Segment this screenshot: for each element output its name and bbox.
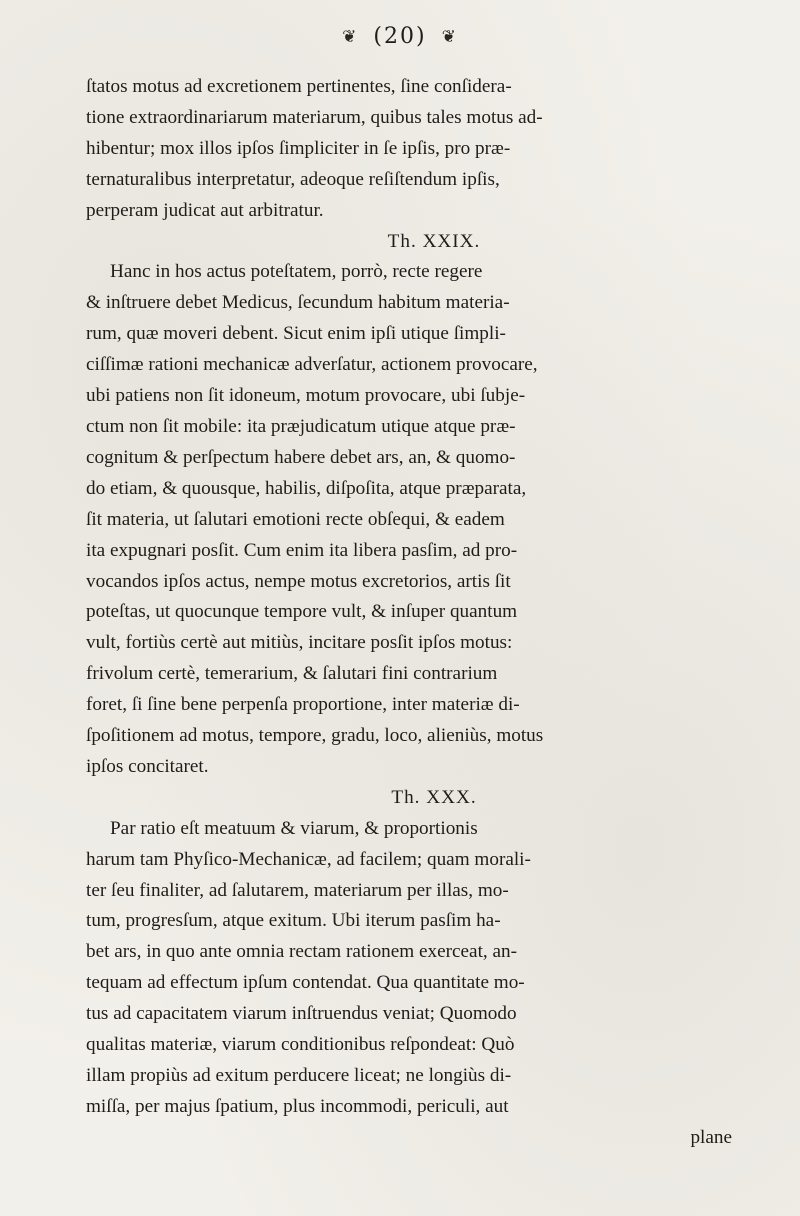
text-line: rum, quæ moveri debent. Sicut enim ipſi utique ſimpli- (86, 323, 506, 345)
text-line: ſit materia, ut ſalutari emotioni recte obſequi, & eadem (86, 508, 505, 530)
text-line: foret, ſi ſine bene perpenſa proportione, inter materiæ di- (86, 694, 520, 716)
text-line: ctum non ſit mobile: ita præjudicatum utique atque præ- (86, 415, 516, 437)
text-line: hibentur; mox illos ipſos ſimpliciter in ſe ipſis, pro præ- (86, 137, 511, 159)
catchword: plane (690, 1126, 732, 1148)
text-line: ſpoſitionem ad motus, tempore, gradu, loco, alieniùs, motus (86, 725, 544, 747)
text-line: ter ſeu finaliter, ad ſalutarem, materiarum per illas, mo- (86, 879, 509, 901)
text-line: tequam ad effectum ipſum contendat. Qua quantitate mo- (86, 972, 525, 994)
body-text (86, 72, 742, 1154)
text-line: ſtatos motus ad excretionem pertinentes, ſine conſidera- (86, 76, 512, 97)
text-line: poteſtas, ut quocunque tempore vult, & inſuper quantum (86, 601, 518, 623)
text-line: vocandos ipſos actus, nempe motus excretorios, artis ſit (86, 570, 511, 592)
page-header (0, 24, 800, 49)
ornament-left-icon: ❦ (342, 27, 359, 47)
text-line: Hanc in hos actus poteſtatem, porrò, recte regere (110, 261, 483, 283)
text-line: qualitas materiæ, viarum conditionibus reſpondeat: Quò (86, 1034, 515, 1056)
text-line: Par ratio eſt meatuum & viarum, & proportionis (110, 817, 478, 839)
text-line: & inſtruere debet Medicus, ſecundum habitum materia- (86, 292, 510, 314)
text-line: do etiam, & quousque, habilis, diſpoſita, atque præparata, (86, 477, 527, 499)
text-line: bet ars, in quo ante omnia rectam rationem exerceat, an- (86, 941, 517, 963)
text-line: harum tam Phyſico-Mechanicæ, ad facilem; quam morali- (86, 848, 531, 870)
thesis-heading: Th. XXX. (391, 786, 477, 808)
text-line: ciſſimæ rationi mechanicæ adverſatur, actionem provocare, (86, 354, 538, 376)
text-line: tione extraordinariarum materiarum, quibus tales motus ad- (86, 106, 543, 128)
text-line: perperam judicat aut arbitratur. (86, 199, 324, 221)
text-line: tum, progresſum, atque exitum. Ubi iterum pasſim ha- (86, 910, 501, 932)
text-line: ipſos concitaret. (86, 755, 209, 777)
text-line: tus ad capacitatem viarum inſtruendus veniat; Quomodo (86, 1003, 517, 1025)
text-line: frivolum certè, temerarium, & ſalutari fini contrarium (86, 663, 498, 685)
ornament-right-icon: ❦ (441, 27, 458, 47)
page-number: (20) (373, 24, 427, 49)
text-line: cognitum & perſpectum habere debet ars, an, & quomo- (86, 446, 516, 468)
text-line: ubi patiens non ſit idoneum, motum provocare, ubi ſubje- (86, 385, 526, 407)
text-line: ternaturalibus interpretatur, adeoque reſiſtendum ipſis, (86, 168, 500, 190)
text-line: illam propiùs ad exitum perducere liceat; ne longiùs di- (86, 1065, 512, 1086)
text-line: vult, fortiùs certè aut mitiùs, incitare posſit ipſos motus: (86, 632, 513, 654)
text-line: miſſa, per majus ſpatium, plus incommodi, periculi, aut (86, 1095, 509, 1117)
text-line: ita expugnari posſit. Cum enim ita libera pasſim, ad pro- (86, 539, 518, 561)
thesis-heading: Th. XXIX. (387, 230, 481, 252)
